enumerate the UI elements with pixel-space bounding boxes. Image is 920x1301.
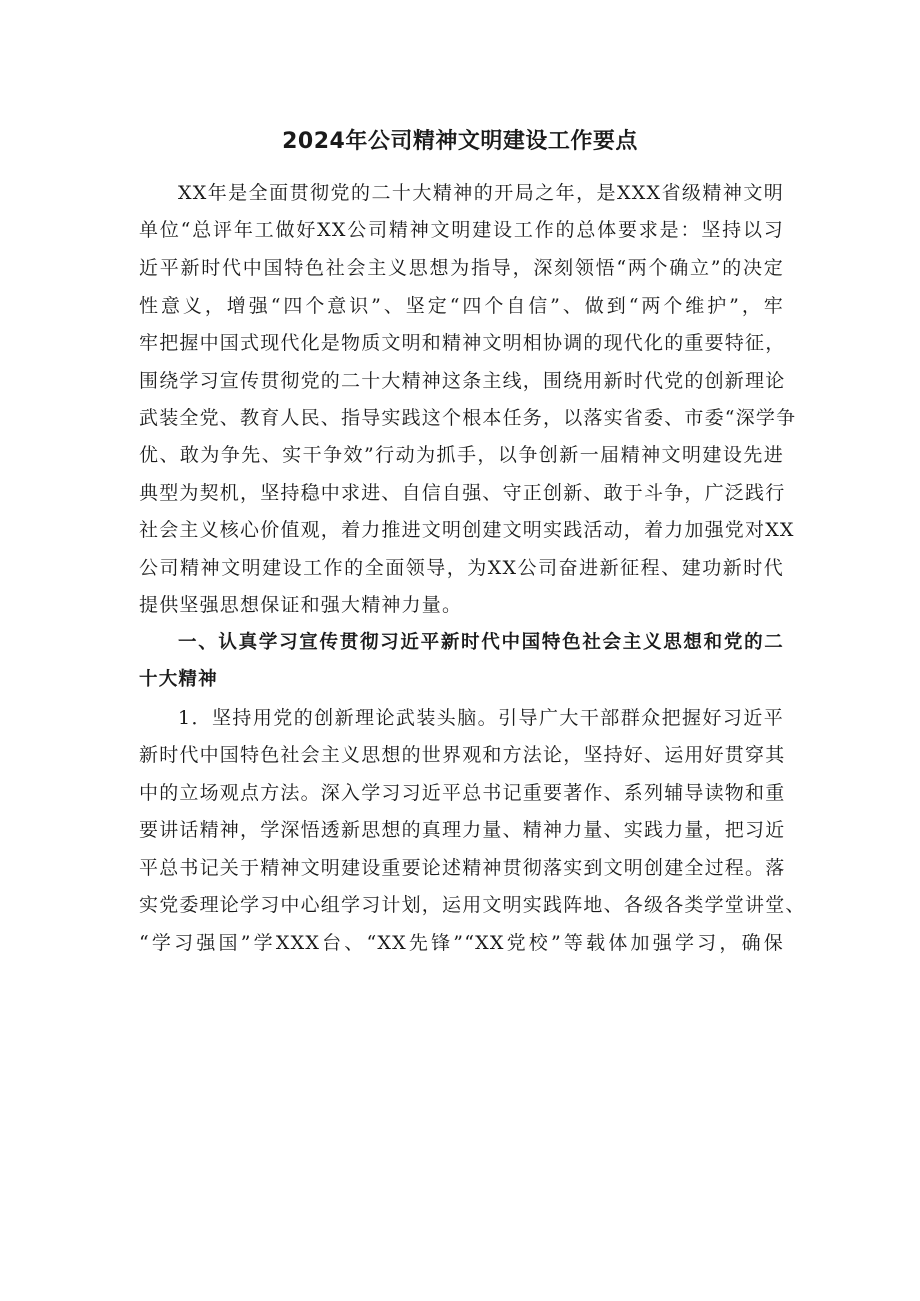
- intro-line: 围绕学习宣传贯彻党的二十大精神这条主线，围绕用新时代党的创新理论: [139, 370, 786, 392]
- item-line: 平总书记关于精神文明建设重要论述精神贯彻落实到文明创建全过程。落: [139, 857, 786, 879]
- intro-line: 近平新时代中国特色社会主义思想为指导，深刻领悟“两个确立”的决定: [139, 257, 784, 279]
- item-line: 1．坚持用党的创新理论武装头脑。引导广大干部群众把握好习近平: [178, 707, 784, 729]
- item-line: 实党委理论学习中心组学习计划，运用文明实践阵地、各级各类学堂讲堂、: [139, 894, 806, 916]
- item-line: 新时代中国特色社会主义思想的世界观和方法论，坚持好、运用好贯穿其: [139, 744, 786, 766]
- intro-line: 公司精神文明建设工作的全面领导，为XX公司奋进新征程、建功新时代: [139, 557, 784, 579]
- intro-line: 武装全党、教育人民、指导实践这个根本任务，以落实省委、市委“深学争: [139, 407, 797, 429]
- section-heading: 十大精神: [139, 669, 218, 690]
- intro-line: 优、敢为争先、实干争效”行动为抓手，以争创新一届精神文明建设先进: [139, 444, 784, 466]
- section-heading: 一、认真学习宣传贯彻习近平新时代中国特色社会主义思想和党的二: [178, 632, 784, 653]
- intro-line: 性意义，增强“四个意识”、坚定“四个自信”、做到“两个维护”，牢: [139, 295, 784, 317]
- item-line: 中的立场观点方法。深入学习习近平总书记重要著作、系列辅导读物和重: [139, 782, 786, 804]
- item-line: “学习强国”学XXX台、“XX先锋”“XX党校”等载体加强学习，确保: [139, 932, 784, 954]
- intro-line: 社会主义核心价值观，着力推进文明创建文明实践活动，着力加强党对XX: [139, 519, 795, 541]
- intro-line: XX年是全面贯彻党的二十大精神的开局之年，是XXX省级精神文明: [178, 182, 784, 204]
- document-title: 2024年公司精神文明建设工作要点: [282, 129, 638, 154]
- intro-line: 提供坚强思想保证和强大精神力量。: [139, 594, 463, 616]
- intro-line: 典型为契机，坚持稳中求进、自信自强、守正创新、敢于斗争，广泛践行: [139, 482, 786, 504]
- item-line: 要讲话精神，学深悟透新思想的真理力量、精神力量、实践力量，把习近: [139, 819, 786, 841]
- intro-line: 牢把握中国式现代化是物质文明和精神文明相协调的现代化的重要特征，: [139, 332, 786, 354]
- intro-line: 单位“总评年工做好XX公司精神文明建设工作的总体要求是：坚持以习: [139, 219, 784, 241]
